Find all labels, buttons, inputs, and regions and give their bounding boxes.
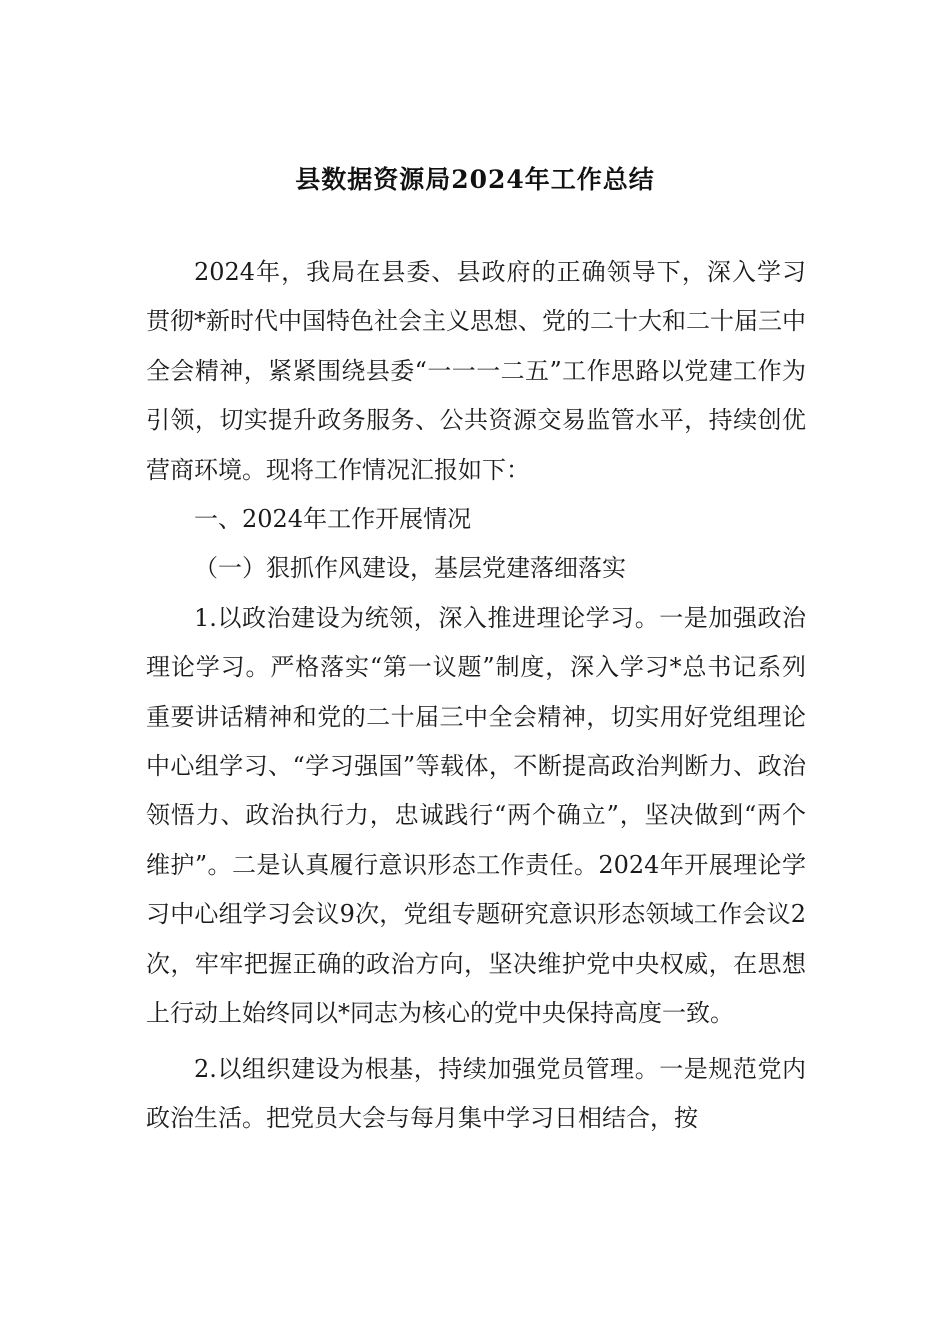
paragraph-intro: 2024年，我局在县委、县政府的正确领导下，深入学习贯彻*新时代中国特色社会主义思想、党的二十大和二十届三中全会精神，紧紧围绕县委“一一一二五”工作思路以党建工作为引领，切实提升政务服务、公共资源交易监管水平，持续创优营商环境。现将工作情况汇报如下：: [146, 258, 806, 484]
document-title: 县数据资源局2024年工作总结: [295, 165, 655, 194]
subsection-heading-1: （一）狠抓作风建设，基层党建落细落实: [194, 554, 626, 583]
section-heading-1: 一、2024年工作开展情况: [194, 505, 472, 534]
document-body: [146, 248, 806, 1143]
paragraph-political-building: 1.以政治建设为统领，深入推进理论学习。一是加强政治理论学习。严格落实“第一议题”制度，深入学习*总书记系列重要讲话精神和党的二十届三中全会精神，切实用好党组理论中心组学习、“学习强国”等载体，不断提高政治判断力、政治领悟力、政治执行力，忠诚践行“两个确立”，坚决做到“两个维护”。二是认真履行意识形态工作责任。2024年开展理论学习中心组学习会议9次，党组专题研究意识形态领域工作会议2次，牢牢把握正确的政治方向，坚决维护党中央权威，在思想上行动上始终同以*同志为核心的党中央保持高度一致。: [146, 603, 806, 1028]
paragraph-organization-building: 2.以组织建设为根基，持续加强党员管理。一是规范党内政治生活。把党员大会与每月集中学习日相结合，按: [146, 1054, 806, 1132]
